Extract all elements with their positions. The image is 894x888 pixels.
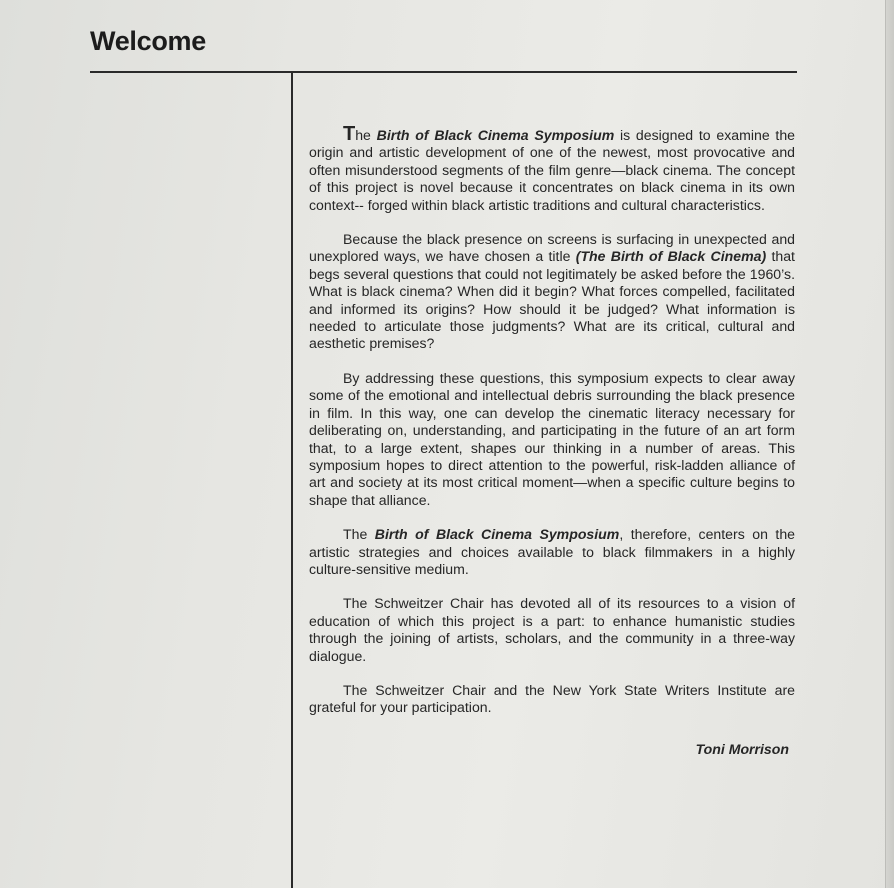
paragraph-5: The Schweitzer Chair has devoted all of its resources to a vision of education of which this project is a part: to enhance humanistic studies through the joining of artists, scholars, and the community in a three-way dialogue. bbox=[309, 595, 795, 664]
drop-cap: T bbox=[343, 123, 356, 145]
page-fold-line bbox=[885, 0, 886, 888]
paragraph-3: By addressing these questions, this symposium expects to clear away some of the emotional and intellectual debris surrounding the black presence in film. In this way, one can develop the cinematic literacy necessary for deliberating on, understanding, and participating in the future of an art form that, to a large extent, shapes our thinking in a number of areas. This symposium hopes to direct attention to the powerful, risk-ladden alliance of art and society at its most critical moment—when a specific culture begins to shape that alliance. bbox=[309, 369, 795, 508]
paragraph-4: The Birth of Black Cinema Symposium, therefore, centers on the artistic strategies and choices available to black filmmakers in a highly culture-sensitive medium. bbox=[309, 526, 796, 577]
welcome-letter bbox=[309, 123, 796, 758]
horizontal-rule bbox=[90, 71, 797, 73]
symposium-title: Birth of Black Cinema Symposium bbox=[376, 127, 615, 143]
vertical-rule bbox=[291, 72, 293, 888]
page-fold-edge bbox=[885, 0, 894, 888]
page-title: Welcome bbox=[90, 26, 206, 56]
paragraph-6: The Schweitzer Chair and the New York State Writers Institute are grateful for your participation. bbox=[309, 681, 795, 716]
signature: Toni Morrison bbox=[695, 740, 789, 757]
paragraph-1: The Birth of Black Cinema Symposium is designed to examine the origin and artistic development of one of the newest, most provocative and often misunderstood segments of the film genre—black cinema. The concept of this project is novel because it concentrates on black cinema in its own context-- forged within black artistic traditions and cultural characteristics. bbox=[309, 123, 796, 213]
symposium-title: Birth of Black Cinema Symposium bbox=[374, 526, 620, 543]
symposium-title: (The Birth of Black Cinema) bbox=[575, 248, 767, 265]
paragraph-2: Because the black presence on screens is surfacing in unexpected and unexplored ways, we have chosen a title (The Birth of Black Cinema) that begs several questions that could not legitimately be asked before the 1960’s. What is black cinema? When did it begin? What forces compelled, facilitated and informed its origins? How should it be judged? What information is needed to articulate those judgments? What are its critical, cultural and aesthetic premises? bbox=[309, 231, 795, 352]
